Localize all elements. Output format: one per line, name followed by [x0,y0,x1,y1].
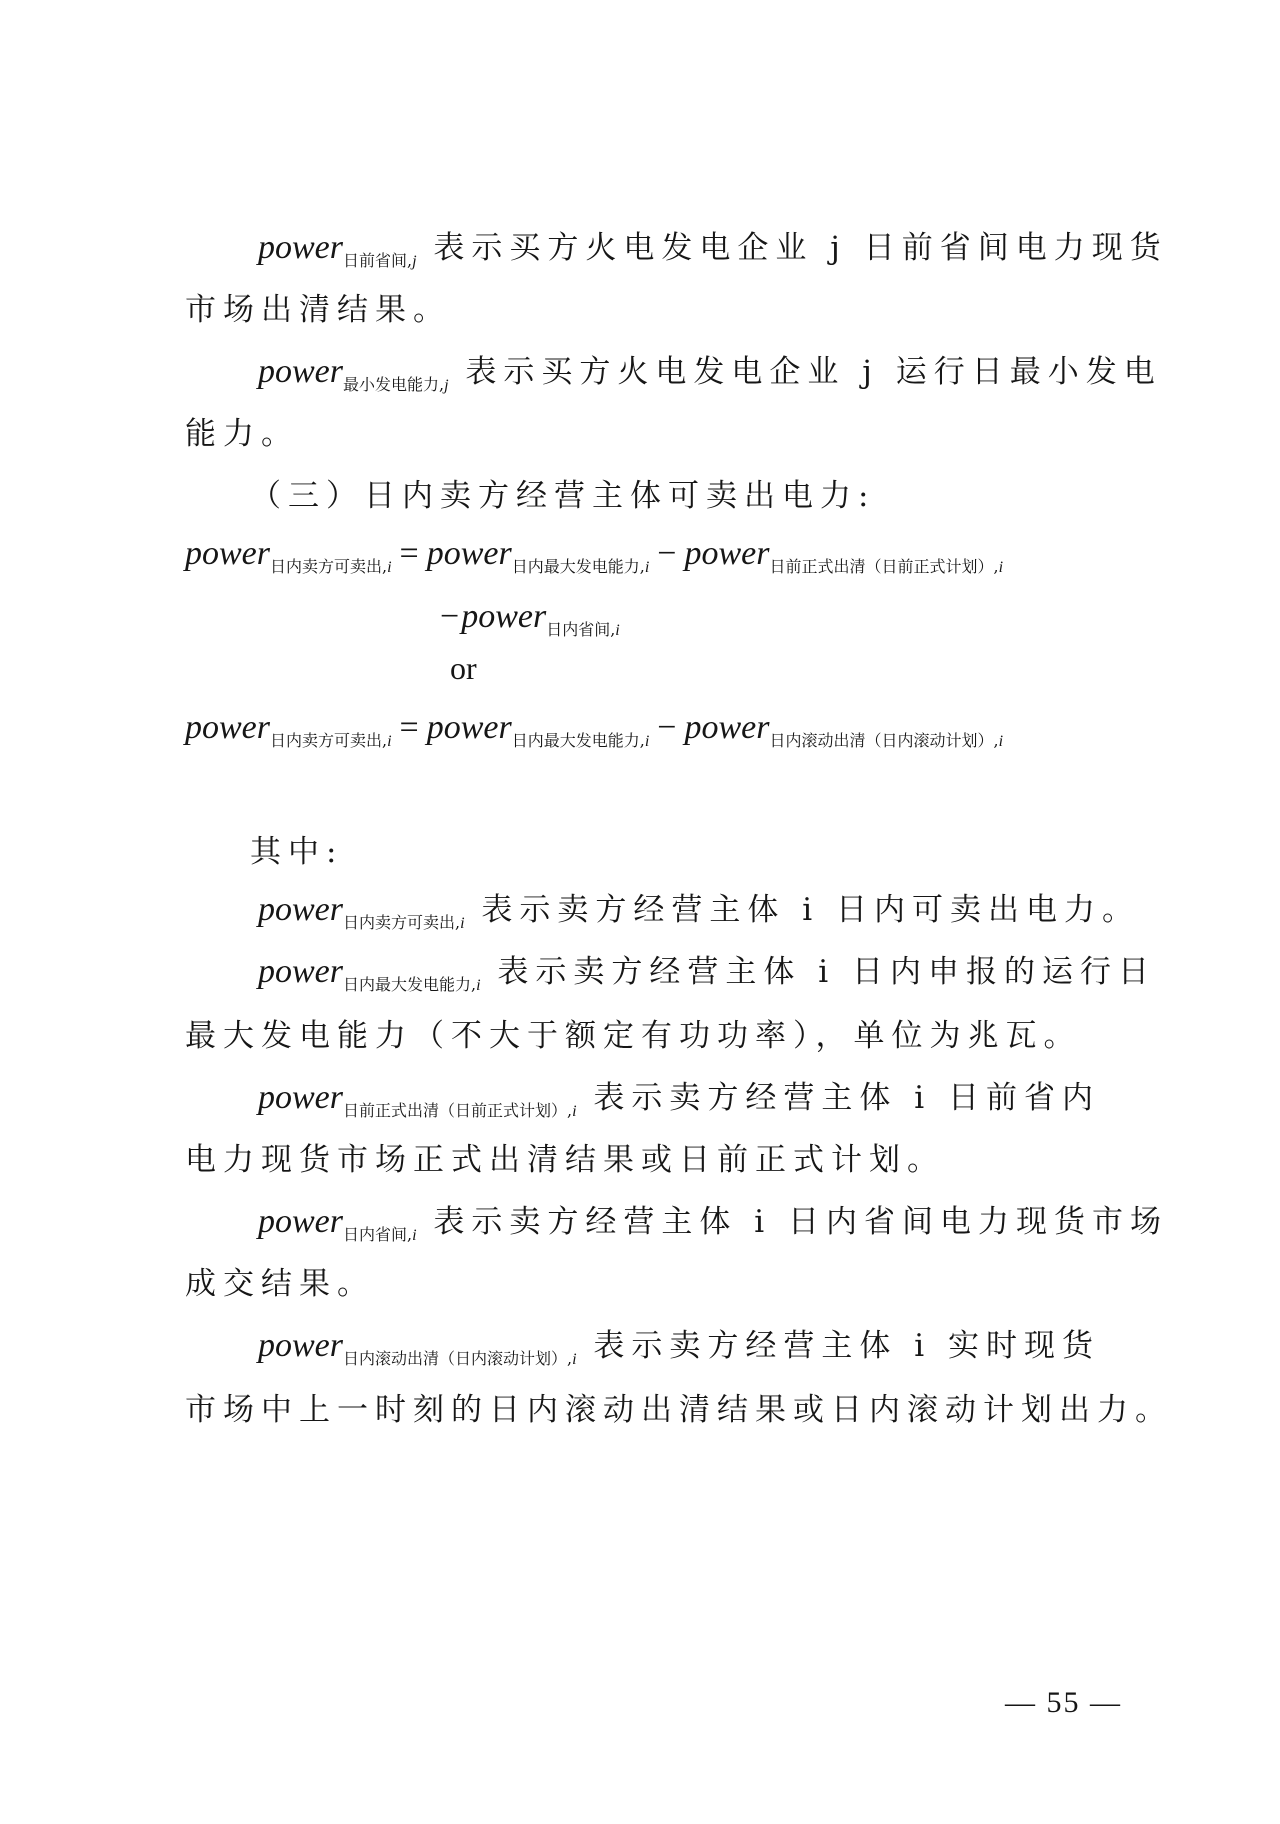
definition-line: power$_{日前正式出清(日前正式计划),i}$ 表示卖方经营主体 i 日前省内 [258,1079,1101,1120]
body-text-line: 最大发电能力（不大于额定有功功率），单位为兆瓦。 [185,1018,1082,1054]
variable-power: power [258,353,343,390]
body-text-line: 市场中上一时刻的日内滚动出清结果或日内滚动计划出力。 [185,1392,1173,1428]
section-heading: （三）日内卖方经营主体可卖出电力: [250,478,876,514]
page-number: — 55 — [1005,1686,1122,1719]
definition-line: power$_{日内最大发电能力,i}$ 表示卖方经营主体 i 日内申报的运行日 [258,953,1157,994]
or-label: or [450,650,477,686]
definition-line: power$_{日内滚动出清(日内滚动计划),i}$ 表示卖方经营主体 i 实时现货 [258,1327,1101,1368]
definition-line [258,352,1162,406]
definition-line: power$_{日内省间,i}$ 表示卖方经营主体 i 日内省间电力现货市场 [258,1203,1169,1244]
definition-line: power$_{日内卖方可卖出,i}$ 表示卖方经营主体 i 日内可卖出电力。 [258,891,1141,932]
formula-line-3: power$_{日内卖方可卖出,i}$ = power$_{日内最大发电能力,i}$ − power$_{日内滚动出清(日内滚动计划),i}$ [185,709,1004,750]
body-text-line: 能力。 [185,416,299,452]
body-text-line: 电力现货市场正式出清结果或日前正式计划。 [185,1142,945,1178]
where-label: 其中: [250,834,344,870]
variable-power: power [258,229,343,266]
definition-text: 表示买方火电发电企业 j 运行日最小发电 [465,354,1162,390]
definition-text: 表示买方火电发电企业 j 日前省间电力现货 [433,230,1168,266]
body-text-line: 成交结果。 [185,1266,375,1302]
definition-line [258,228,1168,282]
subscript: 最小发电能力,j [343,375,449,394]
subscript: 日前省间,j [343,251,417,270]
formula-line-2: −power$_{日内省间,i}$ [440,598,620,639]
body-text-line: 市场出清结果。 [185,292,451,328]
formula-line-1: power$_{日内卖方可卖出,i}$ = power$_{日内最大发电能力,i}$ − power$_{日前正式出清(日前正式计划),i}$ [185,535,1004,576]
